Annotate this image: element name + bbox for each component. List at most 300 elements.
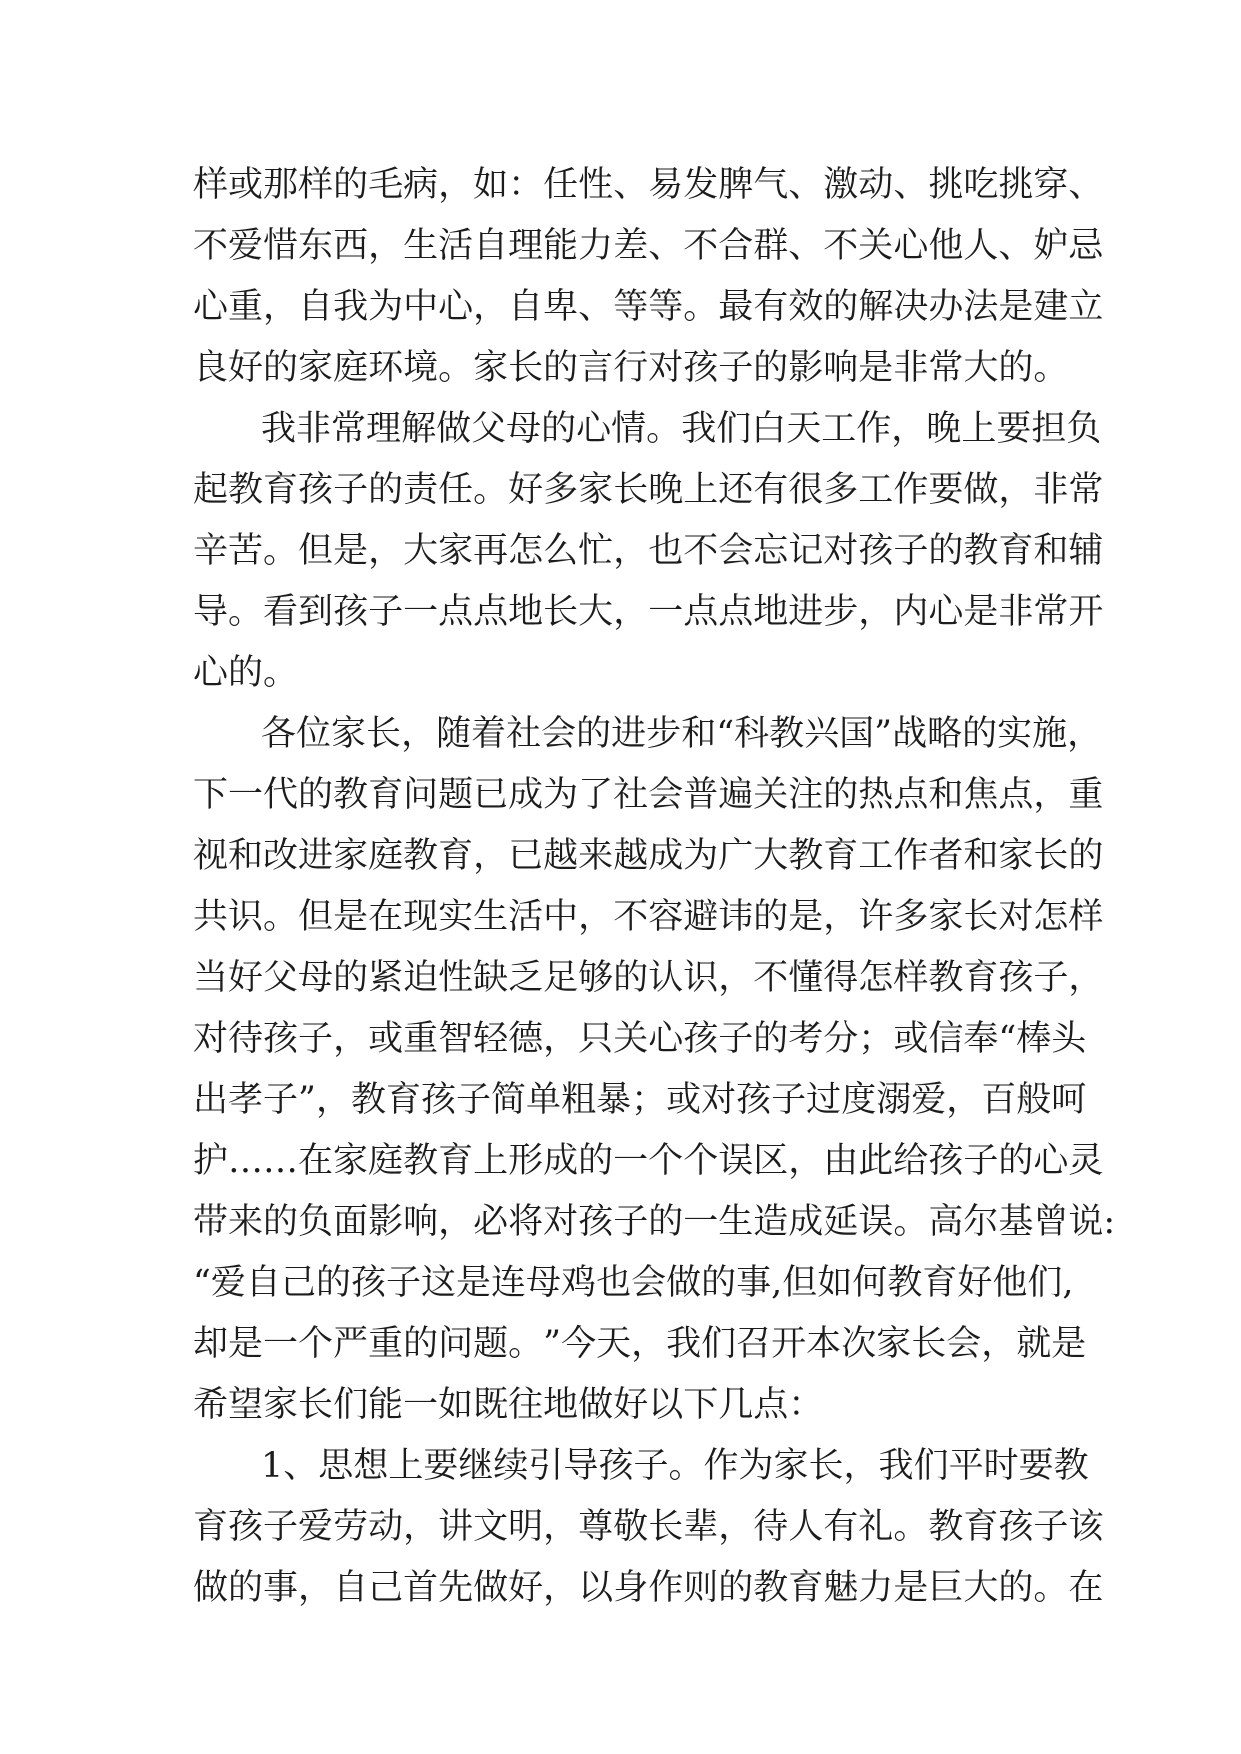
- text-char: 不: [193, 226, 229, 266]
- text-char: 子: [298, 1019, 334, 1059]
- text-char: 天: [596, 1324, 632, 1364]
- text-char: 们: [716, 409, 752, 449]
- text-char: 。: [893, 1507, 929, 1547]
- text-char: 会: [946, 1324, 982, 1364]
- text-char: 的: [823, 775, 859, 815]
- text-char: 是: [333, 531, 369, 571]
- text-char: 地: [753, 592, 789, 632]
- text-char: 共: [193, 897, 229, 937]
- text-char: ，: [843, 1446, 879, 1486]
- text-char: 的: [263, 1202, 299, 1242]
- text-char: 中: [403, 287, 439, 327]
- text-char: 我: [878, 1446, 914, 1486]
- text-char: 育: [998, 531, 1034, 571]
- text-char: 护: [193, 1141, 229, 1181]
- text-char: 育: [263, 470, 299, 510]
- text-char: 孩: [683, 348, 719, 388]
- text-char: 视: [193, 836, 229, 876]
- text-char: 们: [1027, 1263, 1063, 1303]
- text-line: [193, 1375, 1061, 1436]
- text-char: 想: [353, 1446, 389, 1486]
- text-char: 的: [543, 348, 579, 388]
- text-char: ，: [823, 897, 859, 937]
- text-char: 育: [385, 1080, 421, 1120]
- text-char: 己: [280, 1263, 316, 1303]
- text-char: 一: [648, 592, 684, 632]
- text-char: 的: [753, 897, 789, 937]
- text-char: ，: [298, 1568, 334, 1608]
- text-char: 一: [613, 1141, 649, 1181]
- text-char: 作: [893, 470, 929, 510]
- text-line: [193, 704, 1103, 765]
- text-char: 首: [403, 1568, 439, 1608]
- text-char: 不: [613, 897, 649, 937]
- text-char: 子: [718, 348, 754, 388]
- text-char: 够: [578, 958, 614, 998]
- text-char: 社: [506, 714, 542, 754]
- text-char: 足: [543, 958, 579, 998]
- text-char: 一: [228, 775, 264, 815]
- text-char: 很: [788, 470, 824, 510]
- text-char: 发: [683, 165, 719, 205]
- text-char: 子: [263, 1080, 299, 1120]
- text-char: ，: [946, 1080, 982, 1120]
- text-char: 召: [736, 1324, 772, 1364]
- text-char: 对: [998, 897, 1034, 937]
- text-char: 工: [858, 836, 894, 876]
- text-char: 般: [1016, 1080, 1052, 1120]
- text-char: 的: [333, 958, 369, 998]
- text-char: 认: [648, 958, 684, 998]
- text-line: [193, 1436, 1089, 1497]
- text-char: 基: [998, 1202, 1034, 1242]
- text-char: 大: [403, 531, 439, 571]
- text-line: [193, 1314, 1087, 1375]
- text-char: 爱: [298, 1507, 334, 1547]
- text-char: 和: [928, 775, 964, 815]
- text-char: 教: [228, 470, 264, 510]
- text-char: 注: [788, 775, 824, 815]
- text-char: 爱: [911, 1080, 947, 1120]
- text-char: 轻: [473, 1019, 509, 1059]
- text-char: 问: [403, 775, 439, 815]
- text-char: 那: [263, 165, 299, 205]
- text-char: ”: [874, 714, 893, 754]
- text-char: 遍: [718, 775, 754, 815]
- text-char: 容: [648, 897, 684, 937]
- text-char: 但: [298, 531, 334, 571]
- text-char: 子: [893, 531, 929, 571]
- text-char: 一: [683, 1202, 719, 1242]
- text-line: [193, 948, 1104, 1009]
- text-char: 他: [992, 1263, 1028, 1303]
- text-char: 教: [753, 1568, 789, 1608]
- text-char: 气: [753, 165, 789, 205]
- text-char: 。: [683, 287, 719, 327]
- text-char: 过: [806, 1080, 842, 1120]
- text-char: 但: [782, 1263, 818, 1303]
- text-char: 辛: [193, 531, 229, 571]
- text-char: 如: [817, 1263, 853, 1303]
- text-char: 好: [508, 1568, 544, 1608]
- text-char: 为: [683, 836, 719, 876]
- text-char: 庭: [368, 836, 404, 876]
- text-char: 的: [998, 1568, 1034, 1608]
- text-char: 德: [508, 1019, 544, 1059]
- text-char: ，: [788, 1141, 824, 1181]
- text-char: 晚: [926, 409, 962, 449]
- text-char: 的: [315, 1263, 351, 1303]
- text-char: 为: [543, 775, 579, 815]
- text-char: ”: [298, 1080, 316, 1120]
- text-char: 长: [911, 1324, 947, 1364]
- text-char: 活: [508, 897, 544, 937]
- text-char: 的: [228, 1568, 264, 1608]
- text-char: 家: [998, 836, 1034, 876]
- text-char: 人: [963, 226, 999, 266]
- text-char: 现: [403, 897, 439, 937]
- text-line: [193, 521, 1104, 582]
- text-char: 力: [578, 226, 614, 266]
- text-char: 自: [245, 1263, 281, 1303]
- text-char: 孩: [263, 1019, 299, 1059]
- text-char: 会: [631, 1263, 667, 1303]
- text-char: ，: [543, 1568, 579, 1608]
- text-char: 家: [438, 531, 474, 571]
- text-char: 上: [961, 409, 997, 449]
- text-line: [193, 643, 1061, 704]
- text-char: 生: [473, 897, 509, 937]
- text-char: ，: [1067, 714, 1103, 754]
- text-char: 孩: [683, 1019, 719, 1059]
- text-char: 次: [841, 1324, 877, 1364]
- text-char: 影: [368, 1202, 404, 1242]
- text-char: 心: [893, 226, 929, 266]
- text-char: 孩: [350, 1263, 386, 1303]
- text-char: 子: [963, 1141, 999, 1181]
- text-char: 理: [366, 409, 402, 449]
- text-char: 或: [228, 165, 264, 205]
- text-line: [193, 582, 1104, 643]
- text-char: 单: [526, 1080, 562, 1120]
- text-char: 点: [438, 592, 474, 632]
- text-char: 的: [753, 1019, 789, 1059]
- text-char: 子: [613, 1202, 649, 1242]
- text-char: 巨: [928, 1568, 964, 1608]
- text-char: 避: [683, 897, 719, 937]
- text-char: 分: [823, 1019, 859, 1059]
- text-char: 是: [1051, 1324, 1087, 1364]
- text-char: 生: [403, 226, 439, 266]
- text-char: 为: [368, 287, 404, 327]
- text-char: 常: [1068, 470, 1104, 510]
- text-char: 、: [578, 287, 614, 327]
- text-line: [193, 826, 1104, 887]
- text-char: 育: [368, 775, 404, 815]
- text-char: 常: [331, 409, 367, 449]
- text-char: 是: [333, 897, 369, 937]
- text-char: ，: [613, 592, 649, 632]
- text-char: 多: [893, 897, 929, 937]
- text-char: 造: [753, 1202, 789, 1242]
- text-char: ，: [333, 1019, 369, 1059]
- text-char: 重: [1068, 775, 1104, 815]
- text-char: 家: [578, 470, 614, 510]
- text-char: 穿: [1033, 165, 1069, 205]
- text-char: 魅: [823, 1568, 859, 1608]
- text-line: [193, 1131, 1104, 1192]
- text-char: 对: [701, 1080, 737, 1120]
- text-char: 自: [298, 287, 334, 327]
- text-char: 负: [1066, 409, 1102, 449]
- text-char: 随: [436, 714, 472, 754]
- text-char: 怎: [508, 531, 544, 571]
- text-char: 的: [263, 348, 299, 388]
- text-char: 的: [298, 775, 334, 815]
- text-line: [193, 216, 1104, 277]
- text-char: 苦: [228, 531, 264, 571]
- text-char: 子: [263, 1507, 299, 1547]
- text-char: 做: [963, 470, 999, 510]
- text-char: 样: [193, 165, 229, 205]
- text-char: 紧: [368, 958, 404, 998]
- text-char: 百: [981, 1080, 1017, 1120]
- text-char: 要: [996, 409, 1032, 449]
- text-char: 是: [788, 897, 824, 937]
- text-char: 讳: [718, 897, 754, 937]
- text-char: 先: [438, 1568, 474, 1608]
- text-char: 实: [438, 897, 474, 937]
- text-char: 非: [1033, 470, 1069, 510]
- text-char: 育: [788, 1568, 824, 1608]
- text-char: 样: [893, 958, 929, 998]
- text-char: 任: [438, 470, 474, 510]
- text-char: 点: [473, 592, 509, 632]
- text-char: 脾: [718, 165, 754, 205]
- text-char: 性: [438, 958, 474, 998]
- text-char: 还: [718, 470, 754, 510]
- text-char: 如: [438, 1385, 474, 1425]
- text-char: 识: [683, 958, 719, 998]
- text-char: 有: [753, 470, 789, 510]
- text-char: 步: [646, 714, 682, 754]
- text-char: 做: [578, 1385, 614, 1425]
- text-char: 动: [368, 1507, 404, 1547]
- text-char: 该: [1068, 1507, 1104, 1547]
- text-char: 教: [928, 958, 964, 998]
- text-char: 会: [648, 775, 684, 815]
- text-char: 大: [963, 1568, 999, 1608]
- text-char: 继: [458, 1446, 494, 1486]
- text-line: [193, 1558, 1104, 1619]
- text-char: 家: [333, 836, 369, 876]
- text-char: ，: [1033, 775, 1069, 815]
- text-char: 孩: [736, 1080, 772, 1120]
- text-char: 最: [718, 287, 754, 327]
- text-char: 。: [1033, 1568, 1069, 1608]
- text-char: 教: [350, 1080, 386, 1120]
- text-char: 他: [928, 226, 964, 266]
- text-char: 非: [998, 592, 1034, 632]
- text-char: ，: [891, 409, 927, 449]
- text-char: 要: [928, 470, 964, 510]
- text-char: 做: [436, 409, 472, 449]
- text-char: 严: [333, 1324, 369, 1364]
- text-char: 工: [858, 470, 894, 510]
- text-char: 子: [385, 1263, 421, 1303]
- text-char: 上: [388, 1446, 424, 1486]
- text-char: 重: [403, 1019, 439, 1059]
- text-char: 有: [823, 1507, 859, 1547]
- text-char: 、: [893, 165, 929, 205]
- text-char: ，: [543, 1507, 579, 1547]
- text-char: 了: [578, 775, 614, 815]
- text-char: 信: [928, 1019, 964, 1059]
- text-char: 长: [648, 1507, 684, 1547]
- text-char: 子: [771, 1080, 807, 1120]
- text-char: 大: [963, 348, 999, 388]
- text-char: 步: [823, 592, 859, 632]
- text-line: [193, 338, 1069, 399]
- text-char: 粗: [561, 1080, 597, 1120]
- text-char: 已: [473, 775, 509, 815]
- text-char: 上: [683, 470, 719, 510]
- text-char: ，: [403, 1507, 439, 1547]
- text-char: 教: [769, 714, 805, 754]
- text-char: 非: [296, 409, 332, 449]
- text-char: 己: [368, 1568, 404, 1608]
- text-char: 为: [738, 1446, 774, 1486]
- text-char: 越: [543, 836, 579, 876]
- text-char: 下: [683, 1385, 719, 1425]
- text-char: 热: [858, 775, 894, 815]
- text-char: ，: [1068, 958, 1104, 998]
- text-char: 人: [788, 1507, 824, 1547]
- text-char: 要: [423, 1446, 459, 1486]
- text-char: 焦: [963, 775, 999, 815]
- text-char: ”: [543, 1324, 562, 1364]
- text-char: 者: [928, 836, 964, 876]
- text-char: 做: [193, 1568, 229, 1608]
- text-char: 们: [701, 1324, 737, 1364]
- text-char: 怎: [1033, 897, 1069, 937]
- text-char: 开: [771, 1324, 807, 1364]
- text-char: 但: [298, 897, 334, 937]
- text-char: 家: [773, 1446, 809, 1486]
- text-char: 点: [718, 592, 754, 632]
- text-char: 挑: [998, 165, 1034, 205]
- text-char: 。: [668, 1446, 704, 1486]
- text-char: 心: [648, 1019, 684, 1059]
- text-char: 的: [613, 958, 649, 998]
- text-char: 要: [1018, 1446, 1054, 1486]
- text-char: 事: [736, 1263, 772, 1303]
- text-char: 礼: [858, 1507, 894, 1547]
- text-char: 卑: [543, 287, 579, 327]
- text-char: 心: [193, 653, 229, 693]
- text-char: ，: [613, 531, 649, 571]
- text-char: 建: [1033, 287, 1069, 327]
- text-char: 做: [666, 1263, 702, 1303]
- text-char: 晚: [648, 470, 684, 510]
- text-char: 误: [718, 1141, 754, 1181]
- text-char: 是: [963, 592, 999, 632]
- text-char: 地: [543, 1385, 579, 1425]
- text-char: 代: [263, 775, 299, 815]
- text-char: 的: [718, 1568, 754, 1608]
- text-char: 母: [506, 409, 542, 449]
- text-char: 情: [611, 409, 647, 449]
- text-char: 不: [683, 226, 719, 266]
- text-char: 对: [193, 1019, 229, 1059]
- text-char: ，: [718, 958, 754, 998]
- text-char: 。: [508, 1324, 544, 1364]
- text-char: 上: [473, 1141, 509, 1181]
- text-char: 。: [1033, 348, 1069, 388]
- text-char: ，: [368, 531, 404, 571]
- text-char: 行: [613, 348, 649, 388]
- text-char: 导: [563, 1446, 599, 1486]
- text-char: 教: [1053, 1446, 1089, 1486]
- text-char: 的: [541, 409, 577, 449]
- text-char: 如: [473, 165, 509, 205]
- text-char: 此: [858, 1141, 894, 1181]
- text-char: 白: [751, 409, 787, 449]
- text-char: 庭: [333, 348, 369, 388]
- text-char: 孩: [928, 1141, 964, 1181]
- text-char: 实: [997, 714, 1033, 754]
- text-char: 重: [228, 287, 264, 327]
- text-char: 是: [998, 287, 1034, 327]
- text-char: 内: [893, 592, 929, 632]
- text-char: 长: [366, 714, 402, 754]
- text-char: 长: [613, 470, 649, 510]
- text-char: 尊: [578, 1507, 614, 1547]
- text-char: 的: [753, 348, 789, 388]
- text-char: 高: [928, 1202, 964, 1242]
- text-char: 父: [263, 958, 299, 998]
- text-char: 么: [543, 531, 579, 571]
- text-line: [193, 1192, 1116, 1253]
- text-char: 家: [473, 348, 509, 388]
- text-char: 进: [298, 836, 334, 876]
- text-char: 育: [963, 1507, 999, 1547]
- text-char: 就: [1016, 1324, 1052, 1364]
- text-char: 好: [957, 1263, 993, 1303]
- text-char: ：: [788, 1385, 824, 1425]
- text-char: 决: [893, 287, 929, 327]
- text-char: 重: [368, 1324, 404, 1364]
- text-line: [193, 460, 1104, 521]
- text-char: 教: [887, 1263, 923, 1303]
- text-char: 母: [298, 958, 334, 998]
- text-char: 成: [543, 1141, 579, 1181]
- text-char: 母: [526, 1263, 562, 1303]
- text-char: 负: [298, 1202, 334, 1242]
- text-char: 的: [368, 470, 404, 510]
- text-char: 自: [333, 1568, 369, 1608]
- text-char: 效: [788, 287, 824, 327]
- text-char: 孩: [421, 1080, 457, 1120]
- text-char: 子: [333, 470, 369, 510]
- text-char: 望: [228, 1385, 264, 1425]
- text-char: 理: [508, 226, 544, 266]
- text-char: 乏: [508, 958, 544, 998]
- text-char: 响: [403, 1202, 439, 1242]
- text-char: 心: [576, 409, 612, 449]
- text-char: 引: [528, 1446, 564, 1486]
- text-char: 对: [823, 531, 859, 571]
